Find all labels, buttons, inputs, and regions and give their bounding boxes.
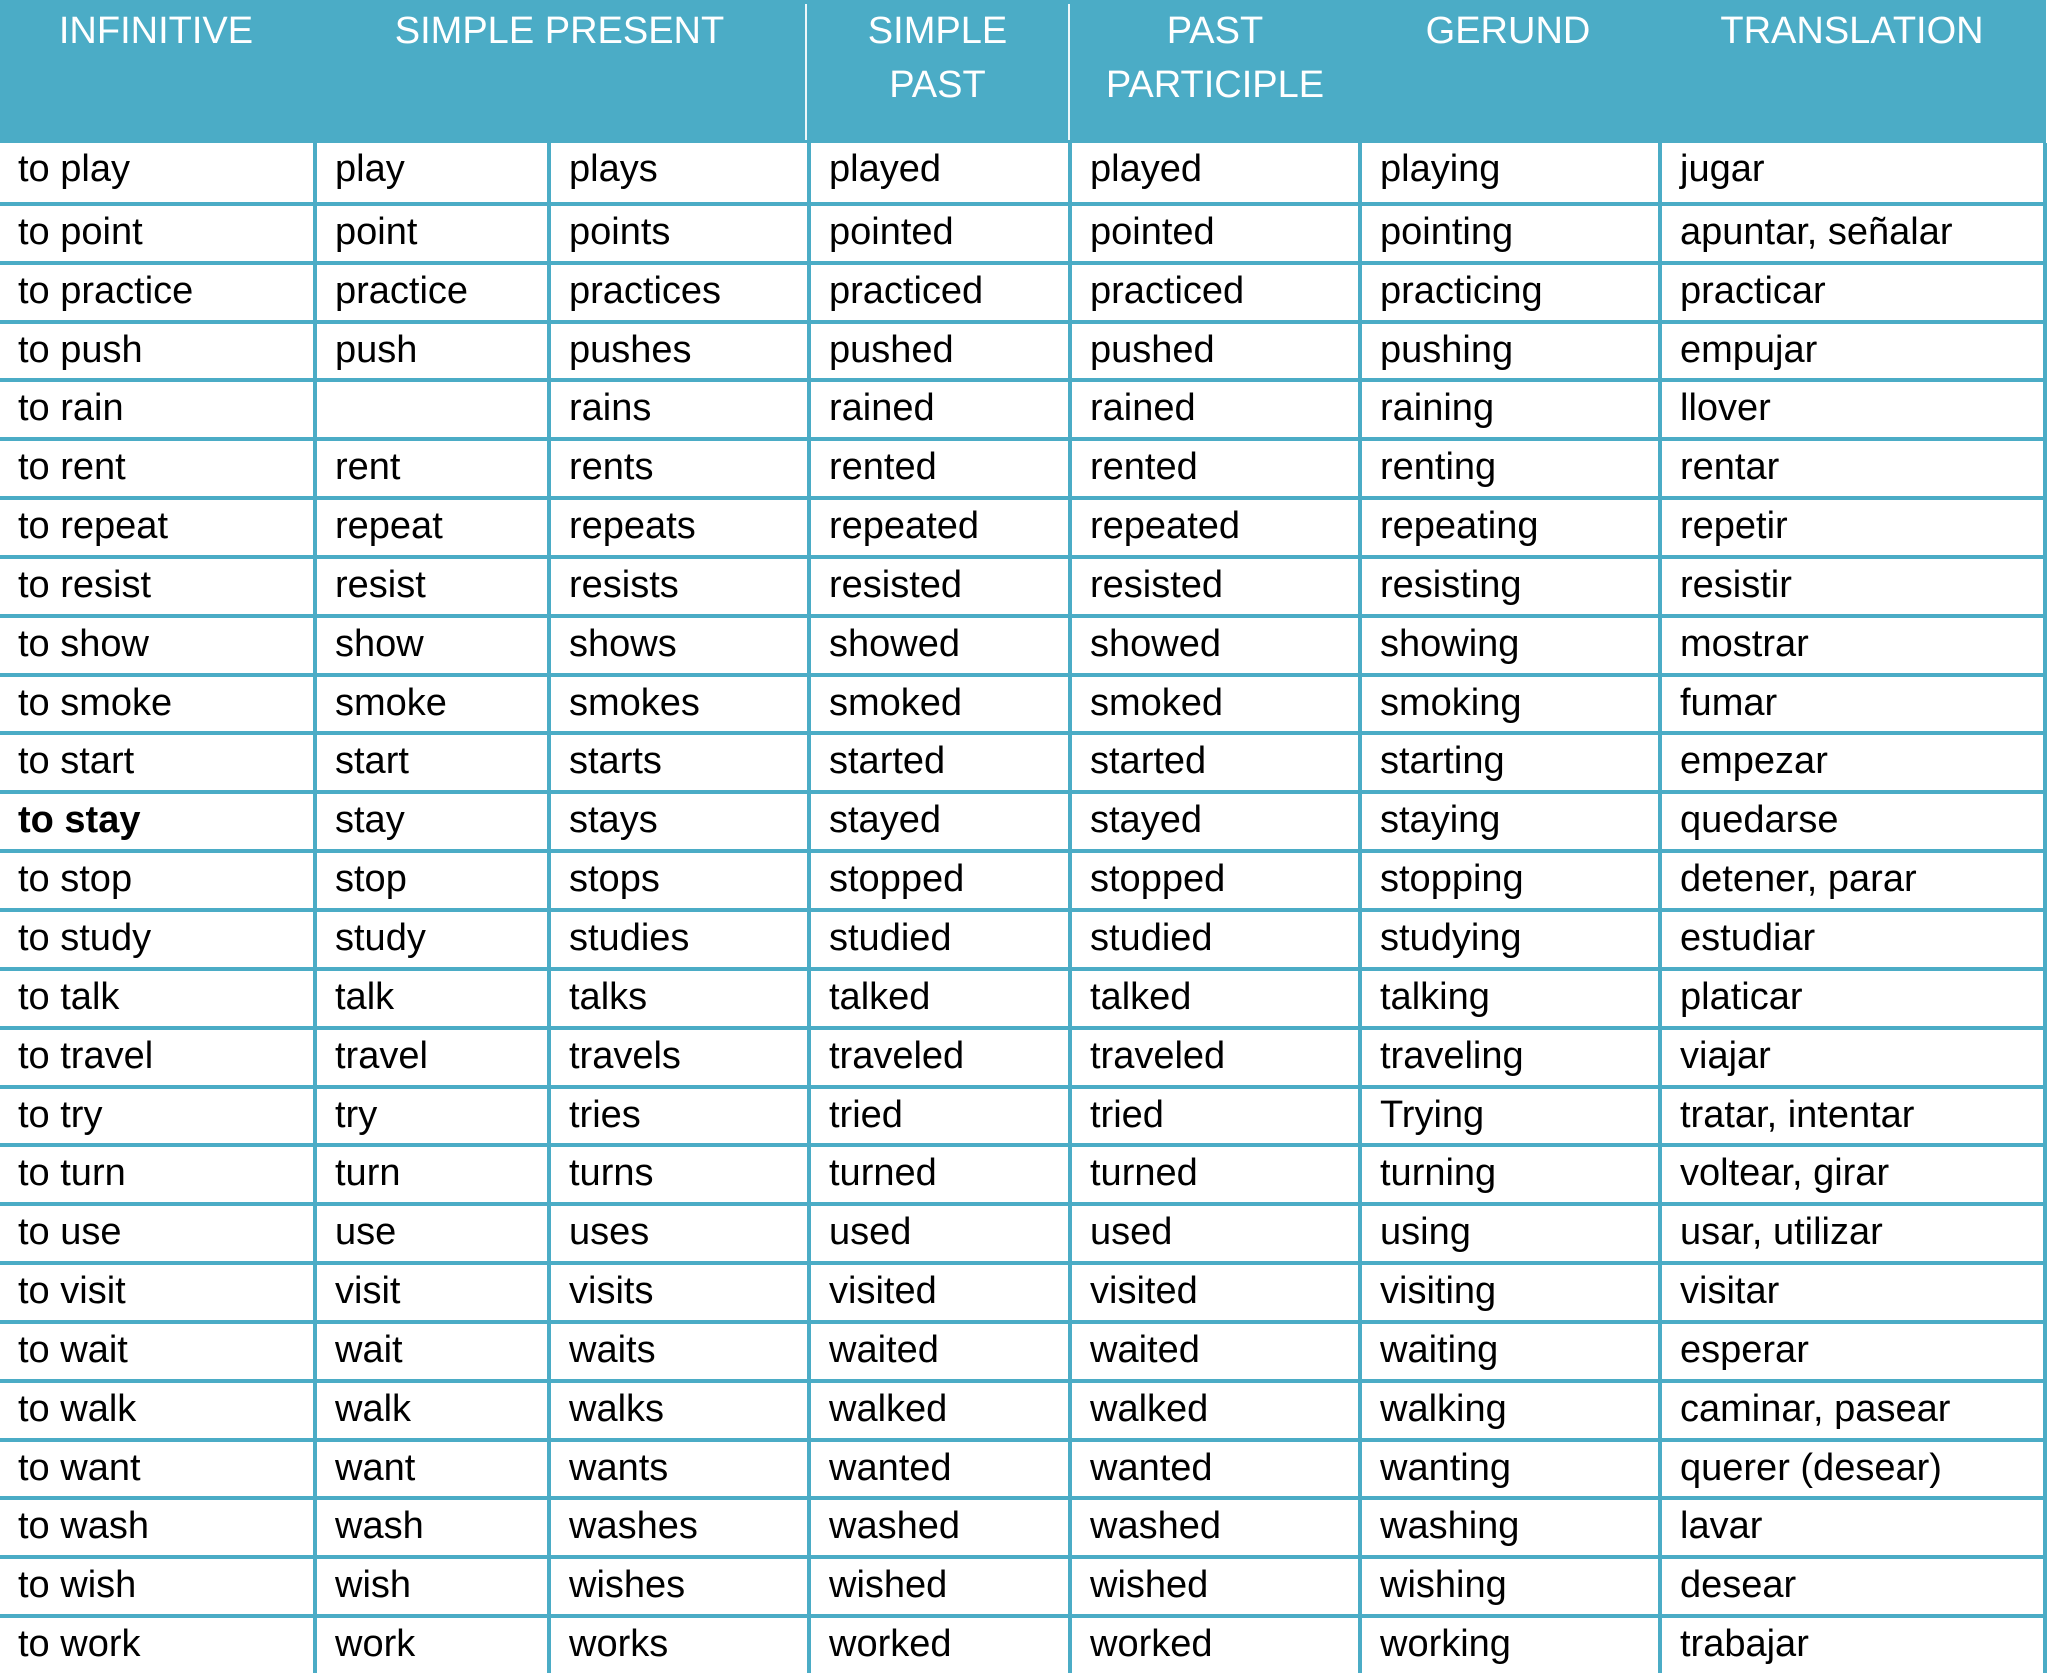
cell-translation: voltear, girar: [1658, 1147, 2044, 1202]
cell-simple-present-base: play: [313, 143, 547, 202]
cell-simple-past: smoked: [807, 677, 1068, 732]
cell-gerund: walking: [1358, 1383, 1658, 1438]
cell-simple-present-base: wash: [313, 1500, 547, 1555]
cell-simple-past: visited: [807, 1265, 1068, 1320]
cell-translation: mostrar: [1658, 618, 2044, 673]
table-row: [0, 1438, 2046, 1497]
table-right-border: [2043, 143, 2047, 1673]
cell-translation: viajar: [1658, 1030, 2044, 1085]
cell-past-participle: stopped: [1068, 853, 1358, 908]
cell-simple-present-base: smoke: [313, 677, 547, 732]
cell-translation: caminar, pasear: [1658, 1383, 2044, 1438]
cell-simple-present-base: turn: [313, 1147, 547, 1202]
header-translation: TRANSLATION: [1720, 10, 1984, 52]
table-row: [0, 1202, 2046, 1261]
cell-simple-present-third: rents: [547, 441, 807, 496]
cell-gerund: studying: [1358, 912, 1658, 967]
table-row: [0, 1555, 2046, 1614]
cell-past-participle: washed: [1068, 1500, 1358, 1555]
table-row: [0, 967, 2046, 1026]
cell-infinitive: to try: [18, 1093, 103, 1136]
cell-gerund: resisting: [1358, 559, 1658, 614]
cell-infinitive: to use: [18, 1211, 122, 1254]
cell-simple-present-third: wants: [547, 1442, 807, 1497]
cell-simple-present-base: want: [313, 1442, 547, 1497]
cell-gerund: playing: [1358, 143, 1658, 202]
cell-simple-past: studied: [807, 912, 1068, 967]
cell-simple-past: rained: [807, 382, 1068, 437]
cell-simple-past: practiced: [807, 265, 1068, 320]
cell-simple-present-third: smokes: [547, 677, 807, 732]
cell-simple-present-base: use: [313, 1206, 547, 1261]
cell-simple-present-third: talks: [547, 971, 807, 1026]
cell-simple-past: played: [807, 143, 1068, 202]
cell-simple-present-base: resist: [313, 559, 547, 614]
table-row: [0, 1496, 2046, 1555]
cell-simple-present-third: starts: [547, 735, 807, 790]
header-gerund: GERUND: [1425, 10, 1591, 52]
cell-translation: repetir: [1658, 500, 2044, 555]
cell-past-participle: smoked: [1068, 677, 1358, 732]
cell-simple-past: traveled: [807, 1030, 1068, 1085]
cell-gerund: starting: [1358, 735, 1658, 790]
header-infinitive: INFINITIVE: [58, 10, 254, 52]
cell-translation: practicar: [1658, 265, 2044, 320]
cell-gerund: showing: [1358, 618, 1658, 673]
cell-simple-past: washed: [807, 1500, 1068, 1555]
cell-simple-past: waited: [807, 1324, 1068, 1379]
cell-simple-present-base: wait: [313, 1324, 547, 1379]
cell-simple-present-third: repeats: [547, 500, 807, 555]
cell-translation: fumar: [1658, 677, 2044, 732]
cell-past-participle: repeated: [1068, 500, 1358, 555]
cell-simple-present-third: wishes: [547, 1559, 807, 1614]
cell-simple-present-third: studies: [547, 912, 807, 967]
cell-gerund: turning: [1358, 1147, 1658, 1202]
cell-simple-past: talked: [807, 971, 1068, 1026]
cell-translation: trabajar: [1658, 1618, 2044, 1673]
cell-simple-present-base: wish: [313, 1559, 547, 1614]
table-row: [0, 1026, 2046, 1085]
cell-simple-present-base: work: [313, 1618, 547, 1673]
cell-simple-present-base: study: [313, 912, 547, 967]
cell-simple-present-third: practices: [547, 265, 807, 320]
header-past-participle: PAST PARTICIPLE: [1105, 10, 1325, 106]
cell-simple-past: tried: [807, 1089, 1068, 1144]
cell-past-participle: resisted: [1068, 559, 1358, 614]
cell-past-participle: pushed: [1068, 324, 1358, 379]
cell-translation: lavar: [1658, 1500, 2044, 1555]
cell-infinitive: to wash: [18, 1505, 149, 1548]
cell-past-participle: stayed: [1068, 794, 1358, 849]
cell-simple-past: pointed: [807, 206, 1068, 261]
cell-infinitive: to push: [18, 328, 143, 371]
cell-gerund: staying: [1358, 794, 1658, 849]
cell-simple-present-third: plays: [547, 143, 807, 202]
cell-infinitive: to play: [18, 148, 130, 190]
cell-simple-past: worked: [807, 1618, 1068, 1673]
cell-gerund: renting: [1358, 441, 1658, 496]
cell-simple-present-third: shows: [547, 618, 807, 673]
cell-past-participle: played: [1068, 143, 1358, 202]
table-row: [0, 731, 2046, 790]
cell-translation: esperar: [1658, 1324, 2044, 1379]
cell-infinitive: to study: [18, 916, 152, 959]
cell-simple-present-third: rains: [547, 382, 807, 437]
cell-translation: querer (desear): [1658, 1442, 2044, 1497]
table-row: [0, 1320, 2046, 1379]
cell-gerund: practicing: [1358, 265, 1658, 320]
table-row: [0, 555, 2046, 614]
cell-simple-present-third: visits: [547, 1265, 807, 1320]
cell-simple-present-base: show: [313, 618, 547, 673]
cell-simple-present-third: uses: [547, 1206, 807, 1261]
cell-past-participle: started: [1068, 735, 1358, 790]
cell-translation: resistir: [1658, 559, 2044, 614]
table-row: [0, 908, 2046, 967]
cell-gerund: smoking: [1358, 677, 1658, 732]
cell-simple-present-third: stays: [547, 794, 807, 849]
table-row: [0, 614, 2046, 673]
cell-simple-past: used: [807, 1206, 1068, 1261]
table-header: [0, 0, 2046, 143]
cell-translation: quedarse: [1658, 794, 2044, 849]
cell-gerund: pointing: [1358, 206, 1658, 261]
cell-simple-present-third: walks: [547, 1383, 807, 1438]
cell-gerund: talking: [1358, 971, 1658, 1026]
table-row: [0, 202, 2046, 261]
cell-infinitive: to turn: [18, 1152, 126, 1195]
cell-simple-present-third: works: [547, 1618, 807, 1673]
cell-translation: apuntar, señalar: [1658, 206, 2044, 261]
cell-translation: llover: [1658, 382, 2044, 437]
header-simple-present: SIMPLE PRESENT: [394, 10, 725, 52]
cell-gerund: waiting: [1358, 1324, 1658, 1379]
cell-simple-present-base: repeat: [313, 500, 547, 555]
cell-simple-present-base: start: [313, 735, 547, 790]
cell-simple-present-third: pushes: [547, 324, 807, 379]
cell-translation: visitar: [1658, 1265, 2044, 1320]
cell-infinitive: to stay: [18, 799, 141, 842]
cell-translation: empezar: [1658, 735, 2044, 790]
cell-infinitive: to want: [18, 1446, 141, 1489]
cell-past-participle: showed: [1068, 618, 1358, 673]
cell-infinitive: to wait: [18, 1328, 128, 1371]
table-row: [0, 378, 2046, 437]
cell-translation: tratar, intentar: [1658, 1089, 2044, 1144]
cell-gerund: Trying: [1358, 1089, 1658, 1144]
cell-simple-present-base: stay: [313, 794, 547, 849]
cell-infinitive: to show: [18, 622, 149, 665]
cell-gerund: stopping: [1358, 853, 1658, 908]
cell-past-participle: turned: [1068, 1147, 1358, 1202]
cell-past-participle: practiced: [1068, 265, 1358, 320]
cell-past-participle: rained: [1068, 382, 1358, 437]
cell-infinitive: to rain: [18, 387, 124, 430]
cell-past-participle: waited: [1068, 1324, 1358, 1379]
cell-infinitive: to smoke: [18, 681, 173, 724]
cell-gerund: washing: [1358, 1500, 1658, 1555]
table-row: [0, 673, 2046, 732]
cell-simple-present-third: points: [547, 206, 807, 261]
cell-translation: usar, utilizar: [1658, 1206, 2044, 1261]
cell-translation: platicar: [1658, 971, 2044, 1026]
cell-simple-present-base: travel: [313, 1030, 547, 1085]
cell-infinitive: to talk: [18, 975, 120, 1018]
cell-past-participle: talked: [1068, 971, 1358, 1026]
cell-simple-present-base: point: [313, 206, 547, 261]
cell-gerund: visiting: [1358, 1265, 1658, 1320]
cell-translation: jugar: [1658, 143, 2044, 202]
table-row: [0, 143, 2046, 202]
cell-simple-past: resisted: [807, 559, 1068, 614]
cell-past-participle: wanted: [1068, 1442, 1358, 1497]
cell-translation: rentar: [1658, 441, 2044, 496]
cell-gerund: traveling: [1358, 1030, 1658, 1085]
cell-past-participle: studied: [1068, 912, 1358, 967]
table-row: [0, 496, 2046, 555]
table-row: [0, 261, 2046, 320]
cell-simple-past: wanted: [807, 1442, 1068, 1497]
cell-past-participle: used: [1068, 1206, 1358, 1261]
cell-simple-present-third: stops: [547, 853, 807, 908]
cell-simple-present-third: turns: [547, 1147, 807, 1202]
cell-translation: desear: [1658, 1559, 2044, 1614]
table-row: [0, 1614, 2046, 1673]
cell-simple-past: showed: [807, 618, 1068, 673]
cell-simple-past: walked: [807, 1383, 1068, 1438]
cell-translation: estudiar: [1658, 912, 2044, 967]
cell-past-participle: pointed: [1068, 206, 1358, 261]
header-simple-past: SIMPLE PAST: [867, 10, 1008, 106]
cell-gerund: working: [1358, 1618, 1658, 1673]
cell-infinitive: to travel: [18, 1034, 154, 1077]
cell-infinitive: to rent: [18, 446, 126, 489]
cell-gerund: repeating: [1358, 500, 1658, 555]
table-row: [0, 1379, 2046, 1438]
cell-infinitive: to walk: [18, 1387, 137, 1430]
cell-past-participle: rented: [1068, 441, 1358, 496]
cell-simple-present-base: push: [313, 324, 547, 379]
cell-infinitive: to start: [18, 740, 135, 783]
cell-past-participle: worked: [1068, 1618, 1358, 1673]
cell-infinitive: to resist: [18, 563, 152, 606]
cell-infinitive: to wish: [18, 1564, 137, 1607]
cell-simple-past: repeated: [807, 500, 1068, 555]
cell-simple-past: wished: [807, 1559, 1068, 1614]
cell-gerund: wishing: [1358, 1559, 1658, 1614]
cell-simple-present-third: resists: [547, 559, 807, 614]
cell-simple-present-base: practice: [313, 265, 547, 320]
cell-simple-past: stayed: [807, 794, 1068, 849]
cell-past-participle: visited: [1068, 1265, 1358, 1320]
cell-past-participle: traveled: [1068, 1030, 1358, 1085]
table-row: [0, 790, 2046, 849]
cell-simple-present-third: tries: [547, 1089, 807, 1144]
cell-simple-past: rented: [807, 441, 1068, 496]
cell-translation: detener, parar: [1658, 853, 2044, 908]
cell-simple-present-third: washes: [547, 1500, 807, 1555]
table-body: [0, 143, 2046, 1673]
cell-infinitive: to work: [18, 1623, 141, 1666]
cell-gerund: pushing: [1358, 324, 1658, 379]
cell-simple-present-base: stop: [313, 853, 547, 908]
cell-simple-present-base: rent: [313, 441, 547, 496]
cell-simple-past: stopped: [807, 853, 1068, 908]
cell-simple-present-third: waits: [547, 1324, 807, 1379]
cell-simple-present-base: try: [313, 1089, 547, 1144]
cell-simple-past: started: [807, 735, 1068, 790]
cell-gerund: raining: [1358, 382, 1658, 437]
cell-past-participle: wished: [1068, 1559, 1358, 1614]
cell-simple-present-base: [313, 382, 547, 437]
cell-simple-present-base: talk: [313, 971, 547, 1026]
table-row: [0, 1261, 2046, 1320]
cell-infinitive: to visit: [18, 1270, 126, 1313]
cell-infinitive: to point: [18, 210, 143, 253]
cell-simple-present-base: visit: [313, 1265, 547, 1320]
cell-infinitive: to stop: [18, 858, 133, 901]
cell-translation: empujar: [1658, 324, 2044, 379]
table-row: [0, 1085, 2046, 1144]
table-row: [0, 437, 2046, 496]
cell-infinitive: to practice: [18, 269, 194, 312]
cell-simple-past: turned: [807, 1147, 1068, 1202]
cell-simple-present-base: walk: [313, 1383, 547, 1438]
cell-gerund: wanting: [1358, 1442, 1658, 1497]
cell-past-participle: walked: [1068, 1383, 1358, 1438]
cell-simple-past: pushed: [807, 324, 1068, 379]
table-row: [0, 1143, 2046, 1202]
cell-gerund: using: [1358, 1206, 1658, 1261]
cell-simple-present-third: travels: [547, 1030, 807, 1085]
cell-past-participle: tried: [1068, 1089, 1358, 1144]
table-row: [0, 320, 2046, 379]
cell-infinitive: to repeat: [18, 505, 168, 548]
table-row: [0, 849, 2046, 908]
